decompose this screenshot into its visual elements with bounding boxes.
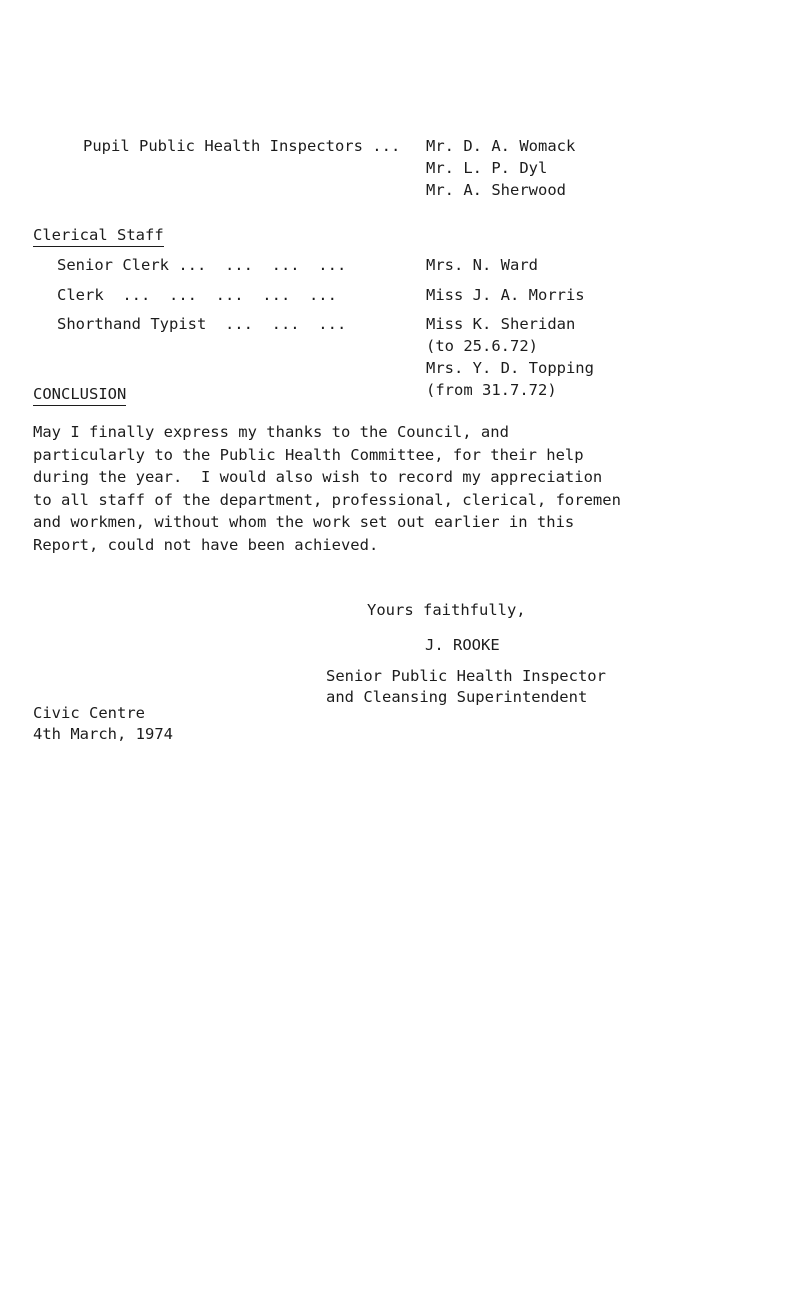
clerical-role: Senior Clerk ... ... ... ...	[57, 256, 347, 274]
staff-name: Miss K. Sheridan	[426, 315, 576, 333]
inspector-name: Mr. A. Sherwood	[426, 181, 566, 199]
clerical-staff-heading: Clerical Staff	[33, 224, 164, 247]
conclusion-heading: CONCLUSION	[33, 383, 126, 406]
staff-name: Mrs. Y. D. Topping	[426, 359, 594, 377]
paragraph-line: to all staff of the department, professional, clerical, foremen	[33, 490, 621, 509]
staff-note: (to 25.6.72)	[426, 337, 538, 355]
paragraph-line: during the year. I would also wish to record my appreciation	[33, 468, 603, 486]
inspectors-label: Pupil Public Health Inspectors ...	[83, 137, 401, 155]
conclusion-paragraph	[33, 421, 773, 556]
clerical-names	[426, 284, 585, 306]
clerical-role: Clerk ... ... ... ... ...	[57, 286, 337, 304]
date-line: 4th March, 1974	[33, 725, 173, 743]
signatory-title: Senior Public Health Inspector	[326, 667, 606, 685]
signatory-title: and Cleansing Superintendent	[326, 688, 588, 706]
clerical-names	[426, 313, 594, 401]
signatory-name: J. ROOKE	[425, 636, 500, 654]
paragraph-line: particularly to the Public Health Committee, for their help	[33, 445, 584, 464]
paragraph-line: and workmen, without whom the work set out earlier in this	[33, 513, 575, 531]
paragraph-line: Report, could not have been achieved.	[33, 535, 379, 554]
inspector-name: Mr. L. P. Dyl	[426, 159, 548, 177]
staff-name: Mrs. N. Ward	[426, 256, 538, 274]
staff-note: (from 31.7.72)	[426, 381, 557, 399]
inspector-name: Mr. D. A. Womack	[426, 137, 576, 155]
closing-salutation: Yours faithfully,	[367, 601, 526, 619]
inspectors-names	[426, 135, 575, 201]
place-line: Civic Centre	[33, 704, 145, 722]
clerical-role: Shorthand Typist ... ... ...	[57, 315, 347, 333]
clerical-names	[426, 254, 538, 276]
paragraph-line: May I finally express my thanks to the Council, and	[33, 423, 509, 441]
staff-name: Miss J. A. Morris	[426, 286, 585, 304]
